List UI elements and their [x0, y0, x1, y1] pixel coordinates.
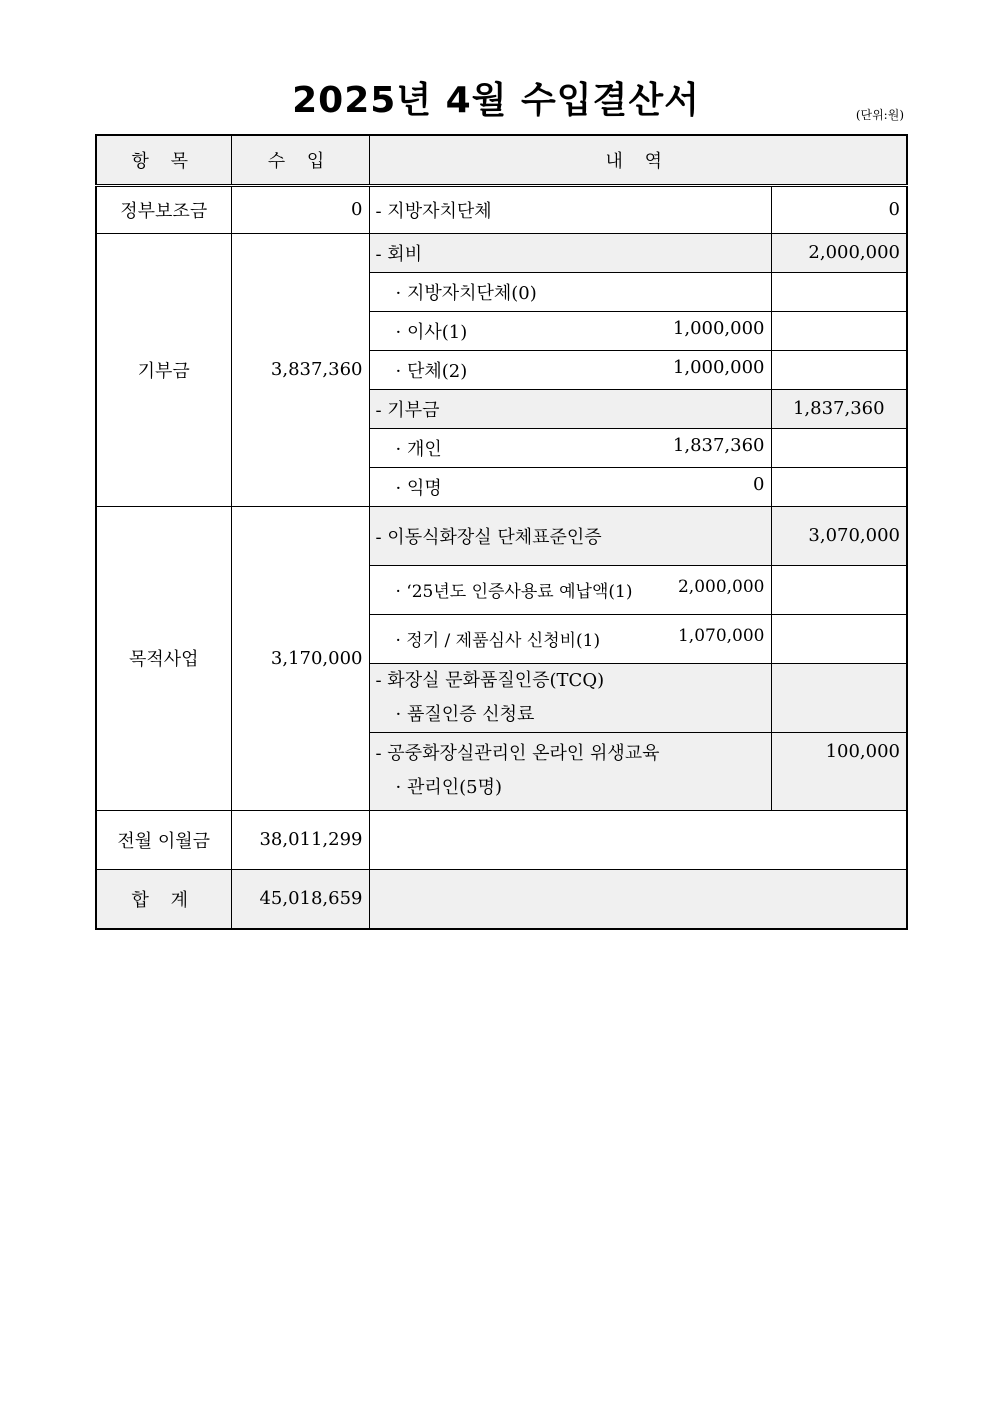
page-title: 2025년 4월 수입결산서: [292, 80, 700, 121]
total-amount: 45,018,659: [231, 869, 369, 929]
gov-label: 정부보조금: [96, 185, 231, 233]
carry-label: 전월 이월금: [96, 810, 231, 869]
don-sub1: [369, 428, 771, 467]
income-table: [95, 134, 908, 930]
fee-sub2: [369, 311, 771, 350]
cert-sub2-amount: 1,070,000: [677, 626, 765, 646]
edu-amount: 100,000: [771, 732, 907, 810]
edu-line: - 공중화장실관리인 온라인 위생교육: [375, 742, 660, 764]
empty-cell: [771, 311, 907, 350]
table-row: [96, 185, 907, 233]
empty-cell: [771, 565, 907, 614]
unit-label: (단위:원): [855, 108, 904, 122]
gov-amount: 0: [231, 185, 369, 233]
fee-amount: 2,000,000: [771, 233, 907, 272]
edu-cell: [369, 732, 771, 810]
cert-amount: 3,070,000: [771, 506, 907, 565]
fee-sub3: [369, 350, 771, 389]
project-label: 목적사업: [96, 506, 231, 810]
edu-sub: · 관리인(5명): [395, 776, 502, 798]
total-label: 합 계: [96, 869, 231, 929]
fee-sub3-label: · 단체(2): [395, 360, 468, 382]
header-detail: 내 역: [369, 135, 907, 185]
empty-cell: [771, 663, 907, 732]
table-row: [96, 233, 907, 272]
table-row: [96, 869, 907, 929]
don-sub2-label: · 익명: [395, 477, 442, 499]
donation-amount: 3,837,360: [231, 233, 369, 506]
don-sub1-label: · 개인: [395, 438, 442, 460]
tcq-sub: · 품질인증 신청료: [395, 703, 535, 725]
carry-amount: 38,011,299: [231, 810, 369, 869]
fee-sub1: · 지방자치단체(0): [369, 272, 771, 311]
empty-cell: [771, 614, 907, 663]
table-row: [96, 810, 907, 869]
empty-cell: [771, 428, 907, 467]
tcq-cell: [369, 663, 771, 732]
cert-sub2-label: · 정기 / 제품심사 신청비(1): [395, 631, 601, 651]
empty-cell: [771, 467, 907, 506]
header-income: 수 입: [231, 135, 369, 185]
don-sub1-amount: 1,837,360: [672, 434, 765, 456]
don-sub2-amount: 0: [753, 473, 765, 495]
cert-sub1-label: · ‘25년도 인증사용료 예납액(1): [395, 582, 633, 602]
tcq-line: - 화장실 문화품질인증(TCQ): [375, 669, 605, 691]
cert-sub2: [369, 614, 771, 663]
fee-line: - 회비: [369, 233, 771, 272]
empty-cell: [771, 272, 907, 311]
don-line: - 기부금: [369, 389, 771, 428]
cert-line: - 이동식화장실 단체표준인증: [369, 506, 771, 565]
fee-sub2-label: · 이사(1): [395, 321, 468, 343]
project-amount: 3,170,000: [231, 506, 369, 810]
donation-label: 기부금: [96, 233, 231, 506]
empty-cell: [369, 810, 907, 869]
table-row: [96, 506, 907, 565]
table-header: [96, 135, 907, 185]
empty-cell: [369, 869, 907, 929]
empty-cell: [771, 350, 907, 389]
don-sub2: [369, 467, 771, 506]
cert-sub1-amount: 2,000,000: [677, 577, 765, 597]
cert-sub1: [369, 565, 771, 614]
header-item: 항 목: [96, 135, 231, 185]
don-amount: 1,837,360: [771, 389, 907, 428]
gov-line-amount: 0: [771, 185, 907, 233]
gov-line: - 지방자치단체: [369, 185, 771, 233]
fee-sub2-amount: 1,000,000: [672, 317, 765, 339]
fee-sub3-amount: 1,000,000: [672, 356, 765, 378]
